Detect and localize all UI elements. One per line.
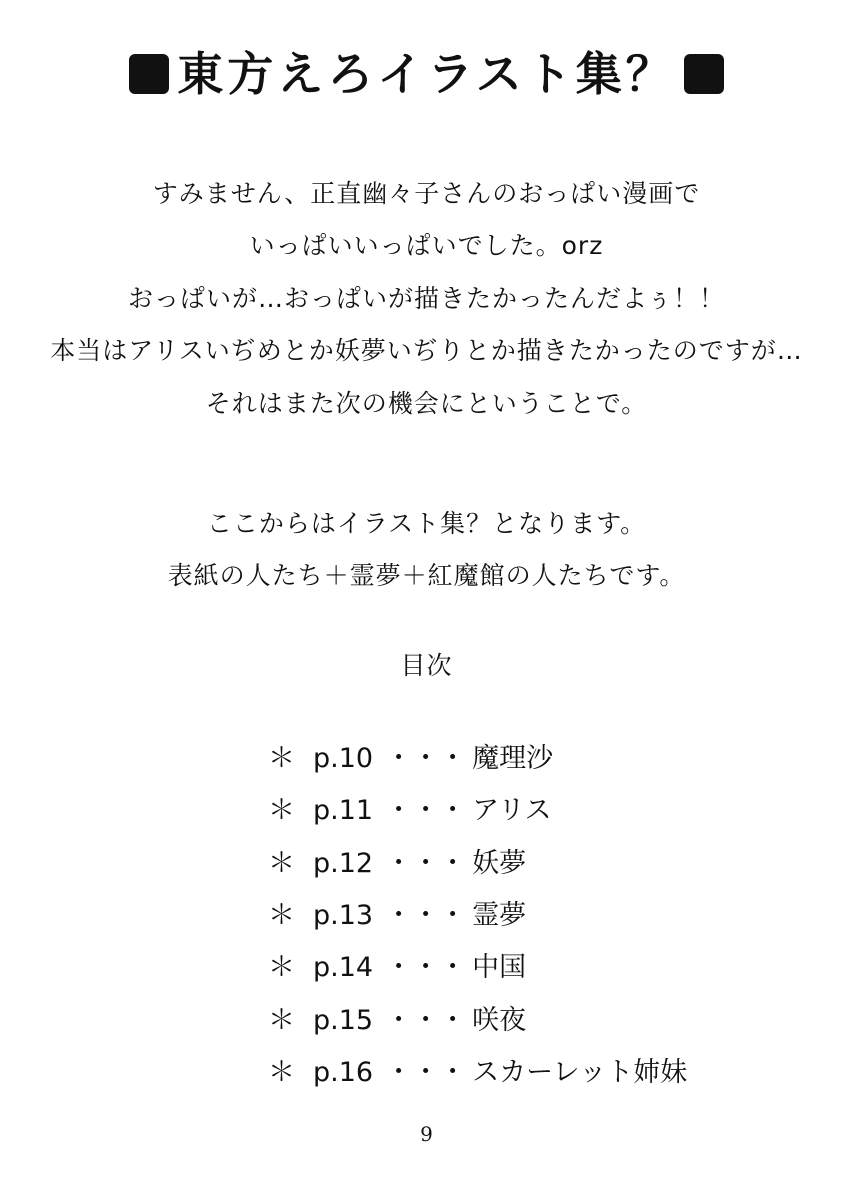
toc-separator: ・・・ <box>385 795 467 827</box>
toc-entry <box>268 841 526 880</box>
toc-page: p.16 <box>313 1056 374 1088</box>
toc-name: 霊夢 <box>472 899 527 931</box>
toc-page: p.15 <box>313 1004 374 1036</box>
body-line: すみません、正直幽々子さんのおっぱい漫画で <box>152 179 701 208</box>
toc-name: 中国 <box>472 952 527 984</box>
toc-separator: ・・・ <box>385 743 467 774</box>
toc-name: 妖夢 <box>472 847 527 879</box>
toc-separator: ・・・ <box>385 899 467 931</box>
toc-entry <box>268 788 551 827</box>
toc-heading: 目次 <box>400 651 453 680</box>
toc-page: p.11 <box>313 795 374 827</box>
black-square-icon <box>684 54 724 94</box>
body-line: おっぱいが…おっぱいが描きたかったんだよぅ！！ <box>127 284 725 313</box>
toc-entry <box>268 945 526 984</box>
toc-name: 咲夜 <box>472 1004 527 1036</box>
body-line: ここからはイラスト集？となります。 <box>206 509 647 538</box>
toc-separator: ・・・ <box>385 952 467 984</box>
toc-entry <box>268 1050 687 1089</box>
toc-page: p.12 <box>313 847 374 879</box>
body-line: それはまた次の機会にということで。 <box>205 389 648 418</box>
asterisk-icon: ＊ <box>268 1056 295 1088</box>
asterisk-icon: ＊ <box>268 1004 295 1036</box>
body-line: 本当はアリスいぢめとか妖夢いぢりとか描きたかったのですが… <box>50 336 803 365</box>
black-square-icon <box>129 54 169 94</box>
body-line: 表紙の人たち＋霊夢＋紅魔館の人たちです。 <box>167 561 686 590</box>
toc-entry <box>268 736 553 775</box>
body-line: いっぱいいっぱいでした。orz <box>249 231 604 260</box>
toc-name: 魔理沙 <box>472 743 554 774</box>
toc-page: p.14 <box>313 952 374 984</box>
toc-page: p.10 <box>313 743 374 774</box>
asterisk-icon: ＊ <box>268 952 295 984</box>
asterisk-icon: ＊ <box>268 899 295 931</box>
toc-entry <box>268 893 526 932</box>
toc-name: アリス <box>472 795 552 827</box>
asterisk-icon: ＊ <box>268 847 295 879</box>
page-number: 9 <box>420 1122 433 1146</box>
toc-page: p.13 <box>313 899 374 931</box>
title-text: 東方えろイラスト集？ <box>177 47 676 101</box>
asterisk-icon: ＊ <box>268 743 295 774</box>
toc-separator: ・・・ <box>385 1004 467 1036</box>
asterisk-icon: ＊ <box>268 795 295 827</box>
page-title <box>0 38 853 104</box>
toc-name: スカーレット姉妹 <box>472 1056 688 1088</box>
toc-separator: ・・・ <box>385 847 467 879</box>
toc-entry <box>268 998 526 1037</box>
toc-separator: ・・・ <box>385 1056 467 1088</box>
